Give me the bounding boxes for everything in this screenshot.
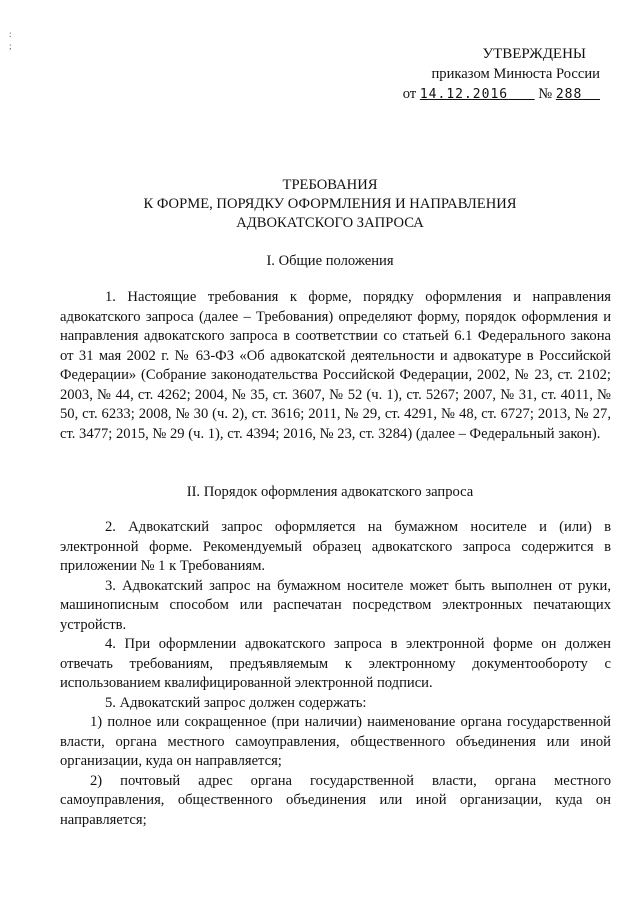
list-item-2: 2) почтовый адрес органа государственной власти, органа местного самоуправления, общественного объединения или иной организации, куда он направляется; — [60, 772, 611, 828]
paragraph-5: 5. Адвокатский запрос должен содержать: — [105, 694, 367, 711]
approval-title: УТВЕРЖДЕНЫ — [482, 46, 586, 62]
approval-block — [400, 44, 600, 105]
order-number: 288 — [555, 87, 583, 102]
title-line-1: ТРЕБОВАНИЯ — [282, 177, 378, 193]
order-date: 14.12.2016 — [419, 87, 509, 102]
date-underline — [508, 87, 534, 102]
list-item-1: 1) полное или сокращенное (при наличии) наименование органа государственной власти, органа местного самоуправления, общественного объединения или иной организации, куда он направляется; — [60, 714, 611, 769]
section-heading-2: II. Порядок оформления адвокатского запроса — [186, 484, 474, 500]
number-underline — [582, 87, 600, 102]
paragraph-2: 2. Адвокатский запрос оформляется на бумажном носителе и (или) в электронной форме. Рекомендуемый образец адвокатского запроса содержится в приложении № 1 к Требованиям. — [60, 519, 611, 574]
number-prefix: № — [538, 86, 553, 102]
paragraph-4: 4. При оформлении адвокатского запроса в электронной форме он должен отвечать требованиям, предъявляемым к электронному документообороту с использованием квалифицированной электронной подписи. — [60, 636, 611, 691]
title-line-3: АДВОКАТСКОГО ЗАПРОСА — [236, 215, 424, 231]
title-line-2: К ФОРМЕ, ПОРЯДКУ ОФОРМЛЕНИЯ И НАПРАВЛЕНИЯ — [143, 196, 517, 212]
approval-date-line — [400, 84, 600, 105]
section-2-body — [60, 518, 611, 830]
paragraph-3: 3. Адвокатский запрос на бумажном носителе может быть выполнен от руки, машинописным способом или распечатан посредством электронных печатающих устройств. — [60, 577, 611, 633]
document-title — [60, 176, 600, 233]
paragraph-1: 1. Настоящие требования к форме, порядку оформления и направления адвокатского запроса (далее – Требования) определяют форму, порядок оформления и направления адвокатского запроса в соответствии со статьей 6.1 Федерального закона от 31 мая 2002 г. № 63-ФЗ «Об адвокатской деятельности и адвокатуре в Российской Федерации» (Собрание законодательства Российской Федерации, 2002, № 23, ст. 2102; 2003, № 44, ст. 4262; 2004, № 35, ст. 3607, № 52 (ч. 1), ст. 5267; 2007, № 31, ст. 4011, № 50, ст. 6233; 2008, № 30 (ч. 2), ст. 3616; 2011, № 29, ст. 4291, № 48, ст. 6727; 2013, № 27, ст. 3477; 2015, № 29 (ч. 1), ст. 4394; 2016, № 23, ст. 3284) (далее – Федеральный закон). — [60, 289, 611, 442]
section-1-body — [60, 288, 611, 444]
scan-mark: : — [9, 29, 12, 39]
scan-mark: ; — [9, 41, 12, 51]
date-prefix: от — [402, 86, 417, 102]
section-heading-1: I. Общие положения — [266, 253, 394, 269]
approval-order: приказом Минюста России — [431, 66, 600, 82]
